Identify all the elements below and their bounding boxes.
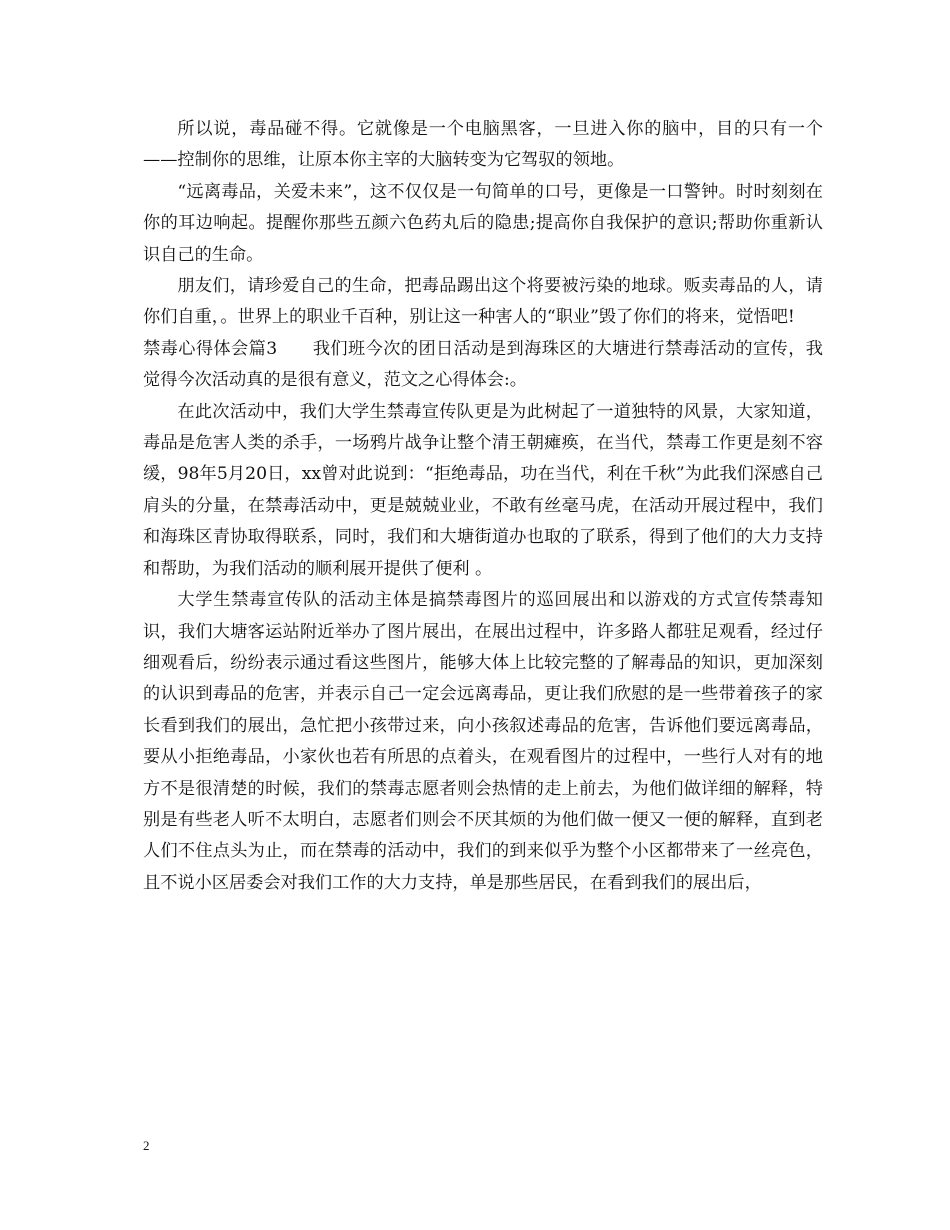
paragraph-2: “远离毒品，关爱未来”，这不仅仅是一句简单的口号，更像是一口警钟。时时刻刻在你的耳边响起。提醒你那些五颜六色药丸后的隐患;提高你自我保护的意识;帮助你重新认识自己的生命。 [143,181,823,265]
section-heading-paragraph: 禁毒心得体会篇3 我们班今次的团日活动是到海珠区的大塘进行禁毒活动的宣传，我觉得今次活动真的是很有意义，范文之心得体会:。 [143,338,823,391]
document-body [143,114,823,899]
page-number: 2 [143,1138,150,1153]
paragraph-6: 大学生禁毒宣传队的活动主体是搞禁毒图片的巡回展出和以游戏的方式宣传禁毒知识，我们大塘客运站附近举办了图片展出，在展出过程中，许多路人都驻足观看，经过仔细观看后，纷纷表示通过看这些图片，能够大体上比较完整的了解毒品的知识，更加深刻的认识到毒品的危害，并表示自己一定会远离毒品，更让我们欣慰的是一些带着孩子的家长看到我们的展出，急忙把小孩带过来，向小孩叙述毒品的危害，告诉他们要远离毒品，要从小拒绝毒品，小家伙也若有所思的点着头，在观看图片的过程中，一些行人对有的地方不是很清楚的时候，我们的禁毒志愿者则会热情的走上前去，为他们做详细的解释，特别是有些老人听不太明白，志愿者们则会不厌其烦的为他们做一便又一便的解释，直到老人们不住点头为止，而在禁毒的活动中，我们的到来似乎为整个小区都带来了一丝亮色，且不说小区居委会对我们工作的大力支持，单是那些居民，在看到我们的展出后， [143,590,823,893]
paragraph-1: 所以说，毒品碰不得。它就像是一个电脑黑客，一旦进入你的脑中，目的只有一个——控制你的思维，让原本你主宰的大脑转变为它驾驭的领地。 [143,119,823,171]
paragraph-3: 朋友们，请珍爱自己的生命，把毒品踢出这个将要被污染的地球。贩卖毒品的人，请你们自重，。世界上的职业千百种，别让这一种害人的“职业”毁了你们的将来，觉悟吧! [143,276,823,328]
paragraph-5: 在此次活动中，我们大学生禁毒宣传队更是为此树起了一道独特的风景，大家知道，毒品是危害人类的杀手，一场鸦片战争让整个清王朝瘫痪，在当代，禁毒工作更是刻不容缓，98年5月20日，xx曾对此说到：“拒绝毒品，功在当代，利在千秋”为此我们深感自己肩头的分量，在禁毒活动中，更是兢兢业业，不敢有丝毫马虎，在活动开展过程中，我们和海珠区青协取得联系，同时，我们和大塘街道办也取的了联系，得到了他们的大力支持和帮助，为我们活动的顺利展开提供了便利 。 [143,401,823,579]
